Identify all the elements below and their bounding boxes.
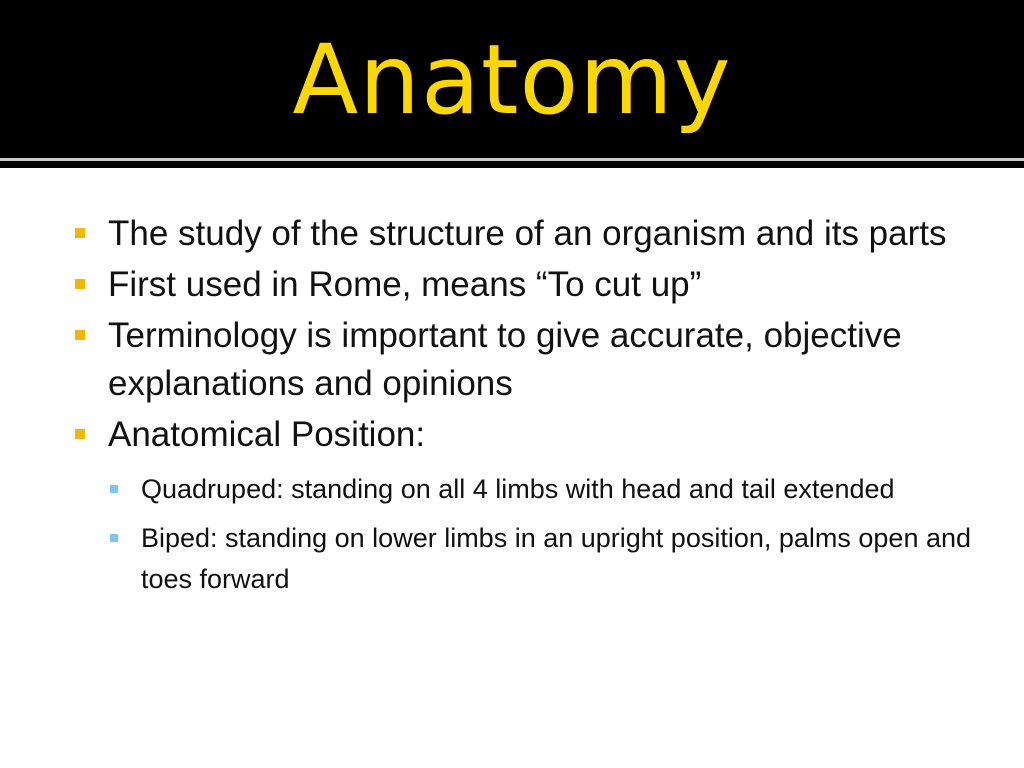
sub-bullet-item xyxy=(108,469,973,510)
bullet-text: First used in Rome, means “To cut up” xyxy=(108,265,702,304)
bullet-text: Anatomical Position: xyxy=(108,415,426,454)
slide-title: Anatomy xyxy=(292,24,732,136)
bullet-text: Terminology is important to give accurate, objective explanations and opinions xyxy=(108,316,902,403)
sub-bullet-text: Quadruped: standing on all 4 limbs with head and tail extended xyxy=(141,474,895,504)
sub-bullet-list xyxy=(108,469,973,600)
square-bullet-icon xyxy=(75,279,85,289)
small-square-bullet-icon xyxy=(110,534,118,542)
bullet-item xyxy=(73,261,973,309)
square-bullet-icon xyxy=(75,429,85,439)
bullet-item xyxy=(73,411,973,600)
bullet-list xyxy=(73,210,973,608)
square-bullet-icon xyxy=(75,330,85,340)
bullet-item xyxy=(73,210,973,258)
sub-bullet-item xyxy=(108,518,973,600)
sub-bullet-text: Biped: standing on lower limbs in an upright position, palms open and toes forward xyxy=(141,523,972,594)
square-bullet-icon xyxy=(75,228,85,238)
bullet-text: The study of the structure of an organism and its parts xyxy=(108,214,947,253)
small-square-bullet-icon xyxy=(110,485,118,493)
bullet-item xyxy=(73,312,973,408)
title-divider-shadow xyxy=(0,161,1024,168)
